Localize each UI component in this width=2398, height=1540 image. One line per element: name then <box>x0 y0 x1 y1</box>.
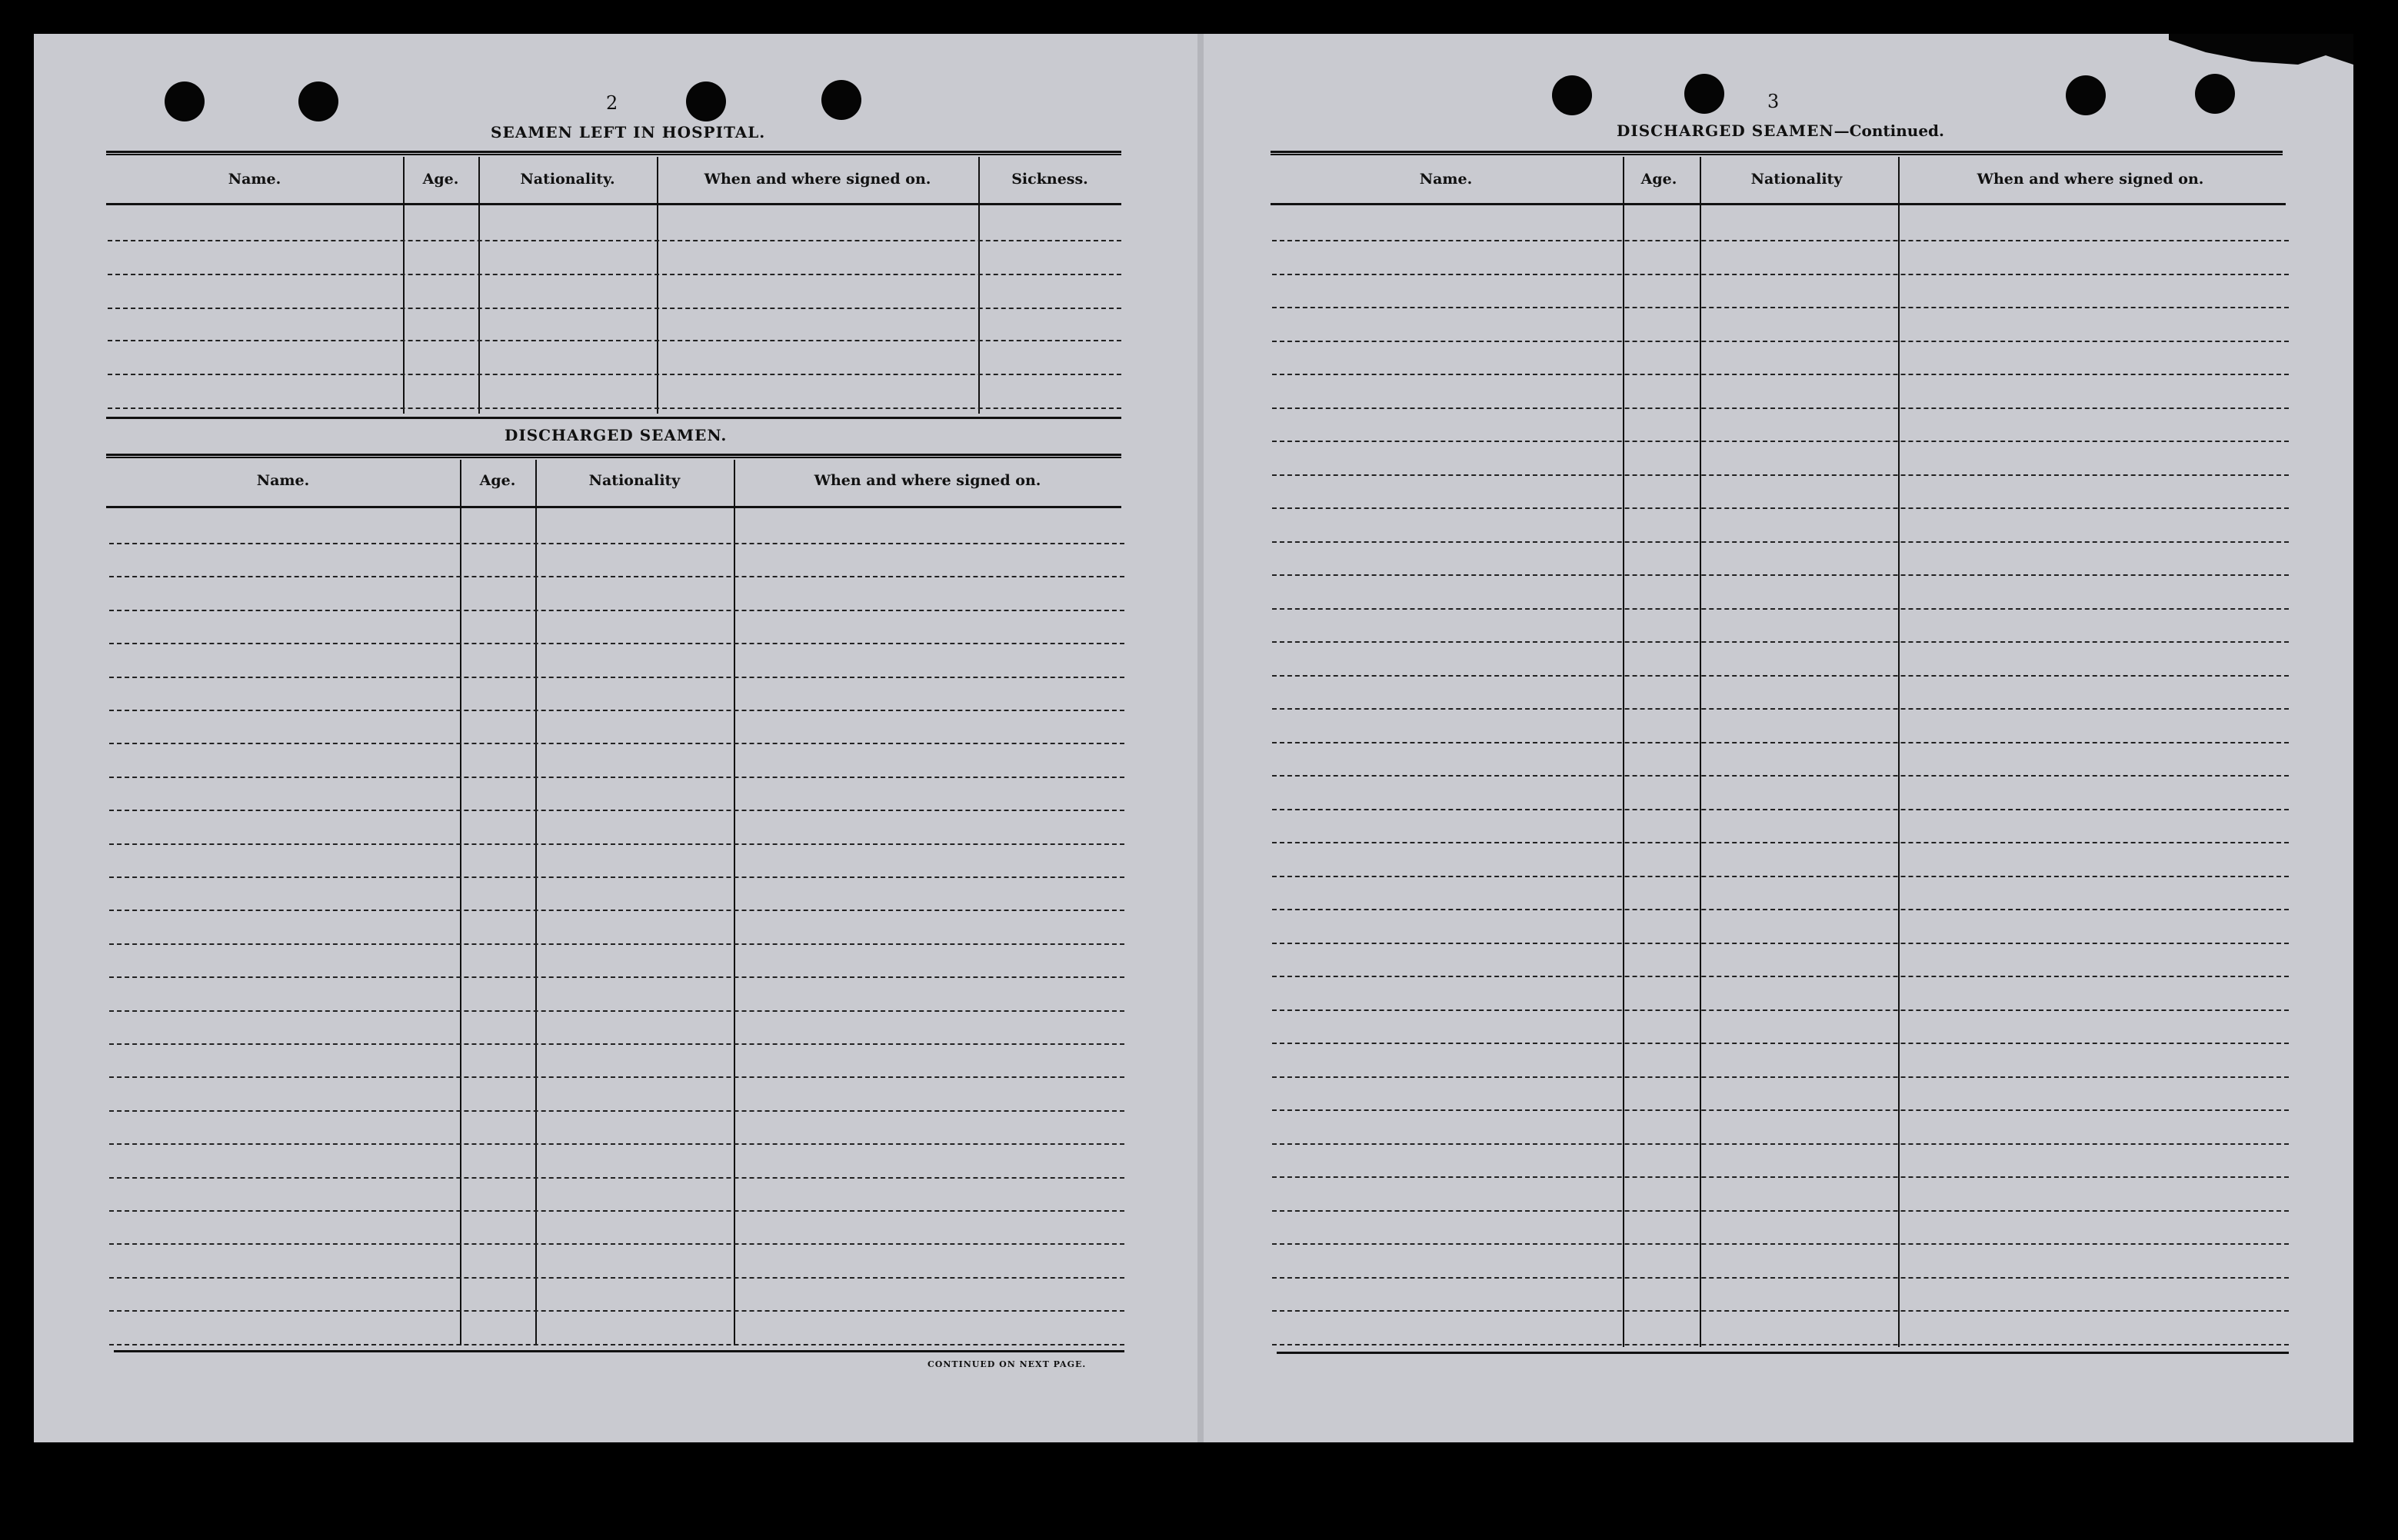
punch-hole <box>2066 75 2106 115</box>
punch-hole <box>165 81 205 121</box>
entry-line <box>109 1210 1124 1212</box>
discharged-header-rule <box>106 506 1121 508</box>
right-page <box>1200 34 2353 1442</box>
entry-line <box>1272 1143 2289 1145</box>
hospital-col-sickness: Sickness. <box>1011 171 1088 188</box>
entry-line <box>109 1277 1124 1279</box>
entry-line <box>1272 943 2289 944</box>
entry-line <box>1272 1176 2289 1178</box>
hospital-bottom-rule <box>106 417 1121 419</box>
entry-line <box>109 1243 1124 1245</box>
entry-line <box>1272 1243 2289 1245</box>
entry-line <box>109 710 1124 711</box>
entry-line <box>109 1076 1124 1078</box>
entry-line <box>1272 240 2289 241</box>
entry-line <box>1272 876 2289 877</box>
right-col-age: Age. <box>1640 171 1677 188</box>
entry-line <box>1272 608 2289 610</box>
discharged-col-divider <box>535 460 537 1345</box>
entry-line <box>1272 1210 2289 1212</box>
left-page <box>34 34 1203 1442</box>
entry-line <box>109 610 1124 611</box>
entry-line <box>109 1344 1124 1345</box>
right-bottom-rule <box>1277 1352 2289 1354</box>
hospital-table-top-rule <box>106 151 1121 155</box>
entry-line <box>1272 1009 2289 1011</box>
entry-line <box>109 976 1124 978</box>
punch-hole <box>298 81 338 121</box>
entry-line <box>109 743 1124 744</box>
entry-line <box>1272 809 2289 810</box>
right-header-rule <box>1271 203 2286 205</box>
discharged-continued-title <box>1617 121 1944 140</box>
entry-line <box>109 576 1124 577</box>
entry-line <box>109 943 1124 945</box>
continued-note: CONTINUED ON NEXT PAGE. <box>928 1359 1087 1369</box>
entry-line <box>1272 1344 2289 1345</box>
entry-line <box>108 240 1121 241</box>
punch-hole <box>686 81 726 121</box>
hospital-col-nationality: Nationality. <box>520 171 615 188</box>
right-col-divider <box>1898 157 1900 1347</box>
entry-line <box>109 1310 1124 1312</box>
discharged-section-title: DISCHARGED SEAMEN. <box>505 426 728 444</box>
right-col-divider <box>1700 157 1701 1347</box>
entry-line <box>1272 641 2289 643</box>
entry-line <box>1272 341 2289 342</box>
entry-line <box>109 876 1124 878</box>
hospital-section-title: SEAMEN LEFT IN HOSPITAL. <box>491 123 766 141</box>
entry-line <box>109 910 1124 911</box>
punch-hole <box>1684 74 1724 114</box>
entry-line <box>109 643 1124 644</box>
entry-line <box>109 677 1124 678</box>
page-number: 3 <box>1767 91 1780 112</box>
entry-line <box>1272 441 2289 442</box>
entry-line <box>109 1010 1124 1012</box>
entry-line <box>1272 1277 2289 1279</box>
punch-hole <box>2195 74 2235 114</box>
discharged-col-divider <box>460 460 461 1345</box>
entry-line <box>1272 675 2289 677</box>
discharged-col-divider <box>734 460 735 1345</box>
entry-line <box>1272 374 2289 375</box>
entry-line <box>1272 507 2289 509</box>
entry-line <box>109 810 1124 811</box>
discharged-col-name: Name. <box>256 472 310 489</box>
discharged-col-when-where: When and where signed on. <box>814 472 1041 489</box>
entry-line <box>1272 708 2289 710</box>
entry-line <box>109 843 1124 845</box>
discharged-col-age: Age. <box>479 472 516 489</box>
title-suffix: —Continued. <box>1833 121 1944 140</box>
hospital-col-name: Name. <box>228 171 281 188</box>
page-gutter <box>1197 34 1204 1442</box>
page-number: 2 <box>606 92 618 114</box>
entry-line <box>1272 274 2289 275</box>
entry-line <box>1272 1076 2289 1078</box>
punch-hole <box>1552 75 1592 115</box>
discharged-bottom-rule <box>114 1350 1124 1352</box>
entry-line <box>1272 1109 2289 1111</box>
entry-line <box>1272 909 2289 910</box>
discharged-table-top-rule <box>106 454 1121 458</box>
entry-line <box>1272 1043 2289 1044</box>
entry-line <box>108 308 1121 309</box>
entry-line <box>1272 742 2289 743</box>
entry-line <box>1272 407 2289 409</box>
title-main: DISCHARGED SEAMEN <box>1617 121 1834 140</box>
entry-line <box>108 407 1121 409</box>
entry-line <box>1272 775 2289 777</box>
right-col-when-where: When and where signed on. <box>1977 171 2204 188</box>
entry-line <box>109 777 1124 778</box>
right-col-name: Name. <box>1419 171 1473 188</box>
entry-line <box>109 1143 1124 1145</box>
entry-line <box>1272 574 2289 576</box>
entry-line <box>109 1177 1124 1179</box>
right-col-nationality: Nationality <box>1750 171 1843 188</box>
hospital-header-rule <box>106 203 1121 205</box>
entry-line <box>1272 307 2289 308</box>
punch-hole <box>821 80 861 120</box>
discharged-col-nationality: Nationality <box>588 472 681 489</box>
right-table-top-rule <box>1271 151 2283 155</box>
entry-line <box>1272 842 2289 843</box>
entry-line <box>1272 1310 2289 1312</box>
hospital-col-age: Age. <box>422 171 459 188</box>
entry-line <box>108 274 1121 275</box>
entry-line <box>108 340 1121 341</box>
entry-line <box>108 374 1121 375</box>
entry-line <box>1272 541 2289 543</box>
entry-line <box>1272 474 2289 476</box>
entry-line <box>109 1110 1124 1112</box>
right-col-divider <box>1623 157 1624 1347</box>
hospital-col-when-where: When and where signed on. <box>704 171 931 188</box>
entry-line <box>109 1043 1124 1045</box>
entry-line <box>1272 976 2289 977</box>
entry-line <box>109 543 1124 544</box>
